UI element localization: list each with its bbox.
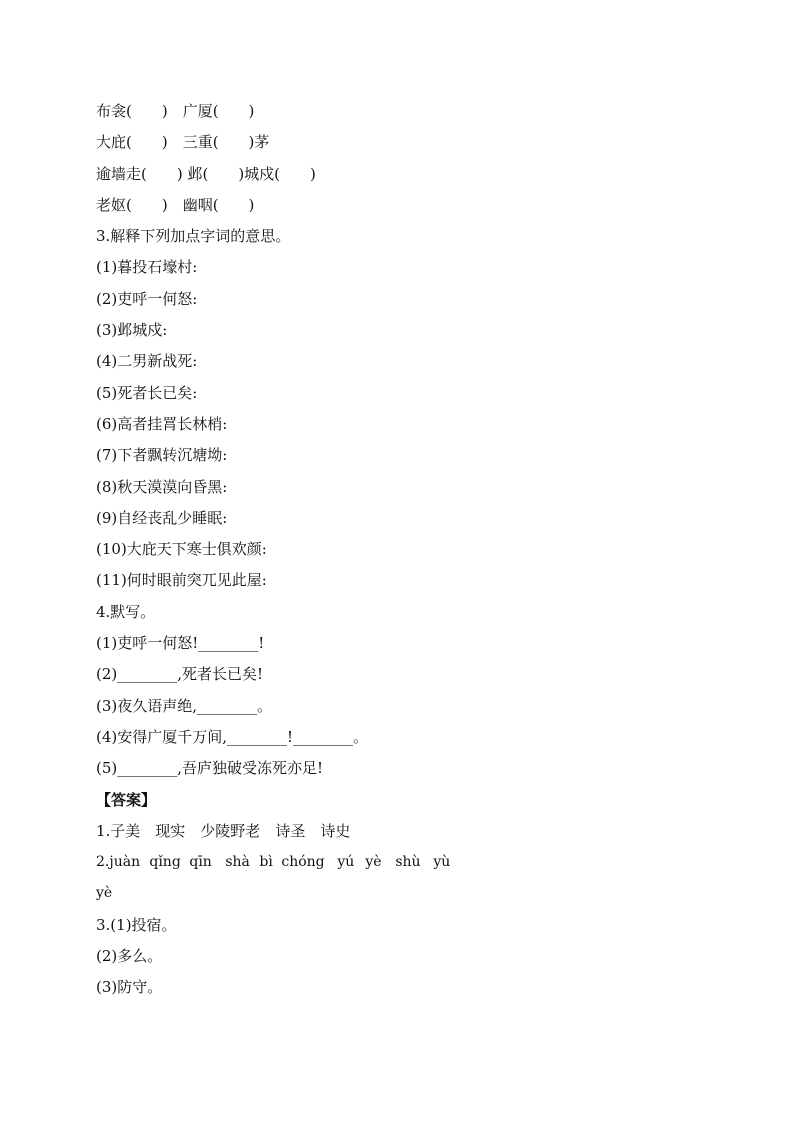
question-3-item-7: (7)下者飘转沉塘坳:: [96, 446, 228, 465]
pinyin-item: yè: [365, 854, 382, 871]
pinyin-item: shù: [395, 854, 421, 871]
question-3-item-11: (11)何时眼前突兀见此屋:: [96, 571, 267, 590]
question-3-item-6: (6)高者挂罥长林梢:: [96, 414, 228, 433]
question-3-item-8: (8)秋天漠漠向昏黑:: [96, 477, 228, 496]
pinyin-item: yè: [96, 885, 113, 902]
question-4-item-5: (5)________,吾庐独破受冻死亦足!: [96, 759, 324, 778]
question-3-item-4: (4)二男新战死:: [96, 352, 198, 371]
pinyin-item: qīn: [189, 854, 212, 871]
document-page: [96, 96, 716, 1004]
pinyin-item: bì: [259, 854, 273, 871]
answer-3-item-3: (3)防守。: [96, 978, 163, 997]
question-3-heading: 3.解释下列加点字词的意思。: [96, 227, 291, 246]
pronunciation-line-1: 布衾( ) 广厦( ): [96, 102, 255, 120]
answer-2-continuation-row: [96, 878, 716, 909]
question-3-item-9: (9)自经丧乱少睡眠:: [96, 508, 228, 527]
answer-2-prefix: 2.: [96, 854, 110, 871]
pronunciation-line-4: 老妪( ) 幽咽( ): [96, 195, 255, 214]
pinyin-item: qǐng: [149, 854, 181, 871]
pinyin-item: yù: [433, 854, 451, 871]
question-4-item-2: (2)________,死者长已矣!: [96, 665, 264, 684]
answer-2-pinyin-row: [96, 847, 716, 878]
pinyin-item: yú: [337, 854, 355, 871]
question-3-item-5: (5)死者长已矣:: [96, 383, 198, 402]
question-3-item-2: (2)吏呼一何怒:: [96, 289, 198, 308]
pronunciation-line-3: 逾墙走( ) 邺( )城戍( ): [96, 164, 316, 183]
answer-3-item-2: (2)多么。: [96, 947, 163, 966]
pinyin-item: juàn: [109, 854, 141, 871]
question-3-item-10: (10)大庇天下寒士俱欢颜:: [96, 540, 267, 559]
answer-heading: 【答案】: [96, 790, 157, 809]
question-3-item-3: (3)邺城戍:: [96, 321, 168, 340]
question-3-item-1: (1)暮投石壕村:: [96, 258, 198, 277]
answer-1: 1.子美 现实 少陵野老 诗圣 诗史: [96, 821, 351, 840]
answer-3-item-1: 3.(1)投宿。: [96, 915, 177, 934]
pronunciation-line-2: 大庇( ) 三重( )茅: [96, 133, 270, 152]
question-4-item-3: (3)夜久语声绝,________。: [96, 696, 273, 715]
pinyin-item: chóng: [281, 854, 325, 871]
question-4-item-1: (1)吏呼一何怒!________!: [96, 634, 265, 653]
question-4-item-4: (4)安得广厦千万间,________!________。: [96, 727, 369, 746]
question-4-heading: 4.默写。: [96, 602, 156, 621]
pinyin-item: shà: [225, 854, 250, 871]
